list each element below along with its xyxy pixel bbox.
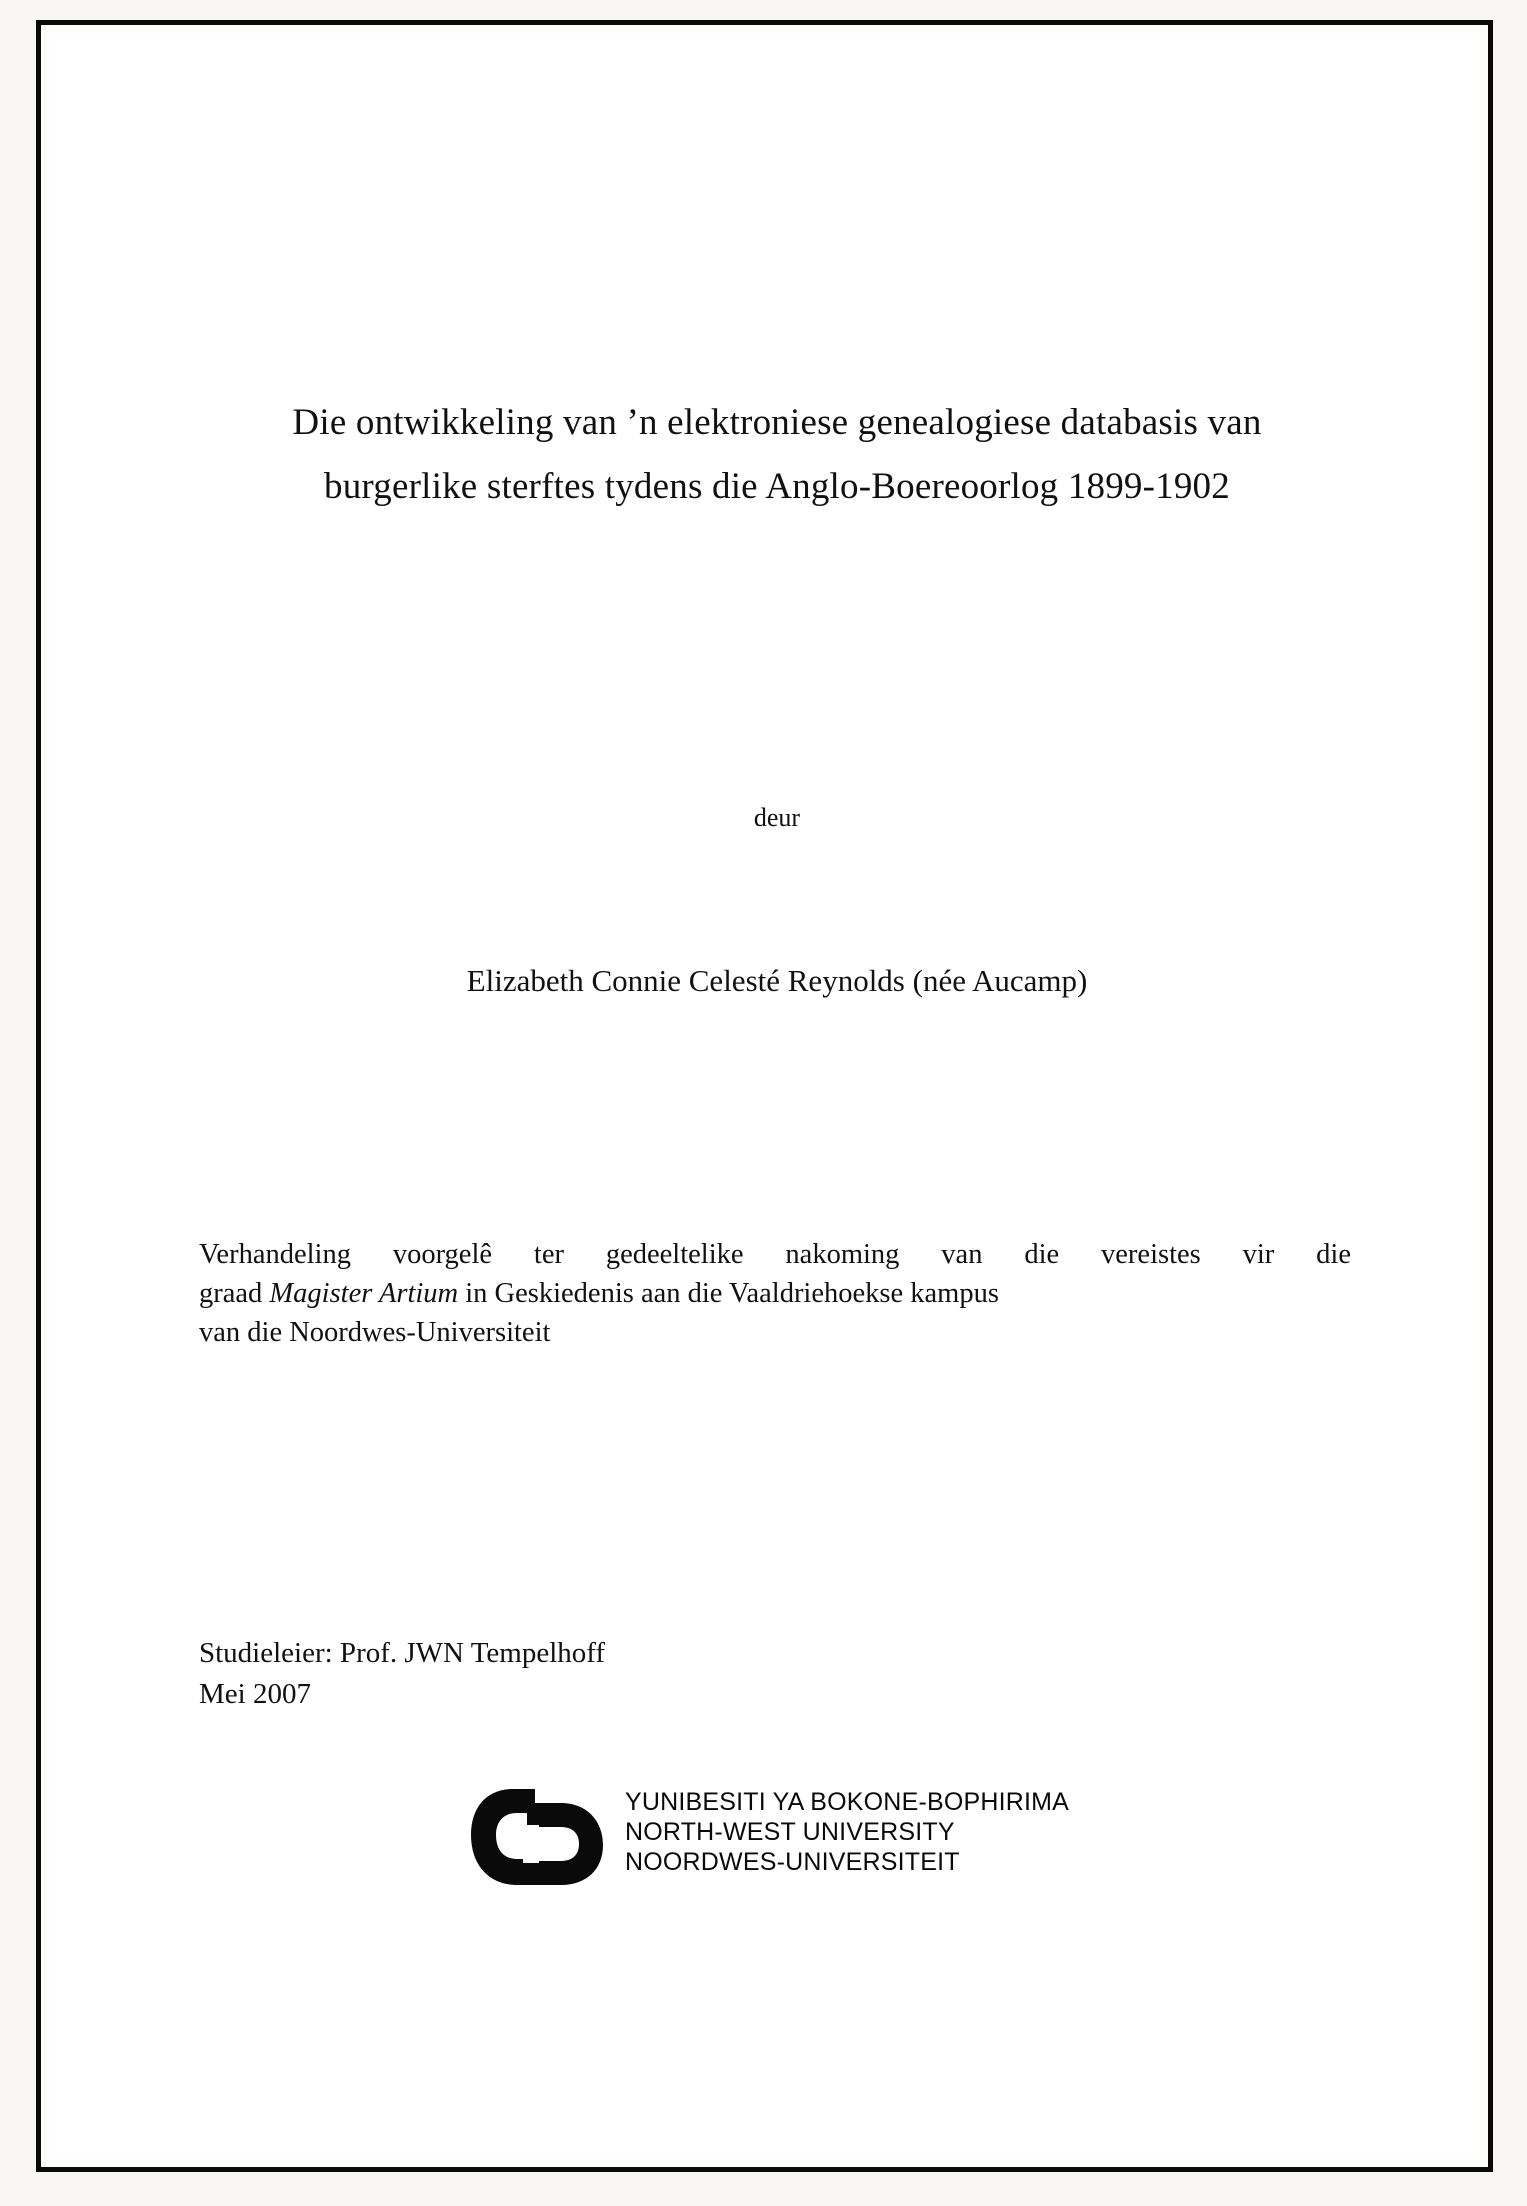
supervisor-and-date xyxy=(199,1633,1099,1715)
degree-statement-line-3: van die Noordwes-Universiteit xyxy=(199,1316,551,1348)
north-west-university-logo-icon xyxy=(465,1785,615,1889)
title-page-content xyxy=(197,33,1357,2159)
date-line: Mei 2007 xyxy=(199,1678,311,1711)
logo-text-line-1: YUNIBESITI YA BOKONE-BOPHIRIMA xyxy=(625,1788,1070,1816)
degree-name-italic: Magister Artium xyxy=(269,1277,459,1309)
degree-statement-line-1: Verhandeling voorgelê ter gedeeltelike nakoming van die vereistes vir die xyxy=(199,1239,1351,1270)
logo-text-line-2: NORTH-WEST UNIVERSITY xyxy=(625,1818,955,1846)
degree-statement xyxy=(199,1236,1351,1352)
by-label: deur xyxy=(753,803,801,832)
logo-text-line-3: NOORDWES-UNIVERSITEIT xyxy=(625,1848,960,1876)
thesis-title-line-1: Die ontwikkeling van ’n elektroniese genealogiese databasis van xyxy=(292,402,1262,443)
university-logo-block xyxy=(465,1781,1105,1901)
university-logo-text xyxy=(625,1787,1069,1877)
page-content-area xyxy=(49,33,1480,2159)
thesis-title xyxy=(197,391,1357,518)
degree-statement-line-2 xyxy=(199,1275,1351,1314)
thesis-title-line-2: burgerlike sterftes tydens die Anglo-Boereoorlog 1899-1902 xyxy=(324,465,1230,507)
supervisor-line: Studieleier: Prof. JWN Tempelhoff xyxy=(199,1637,606,1669)
author-name: Elizabeth Connie Celesté Reynolds (née Aucamp) xyxy=(466,963,1088,998)
page-border-frame xyxy=(36,20,1493,2172)
degree-statement-line-2-pre: graad xyxy=(199,1277,270,1309)
degree-statement-line-2-post: in Geskiedenis aan die Vaaldriehoekse kampus xyxy=(458,1277,999,1309)
